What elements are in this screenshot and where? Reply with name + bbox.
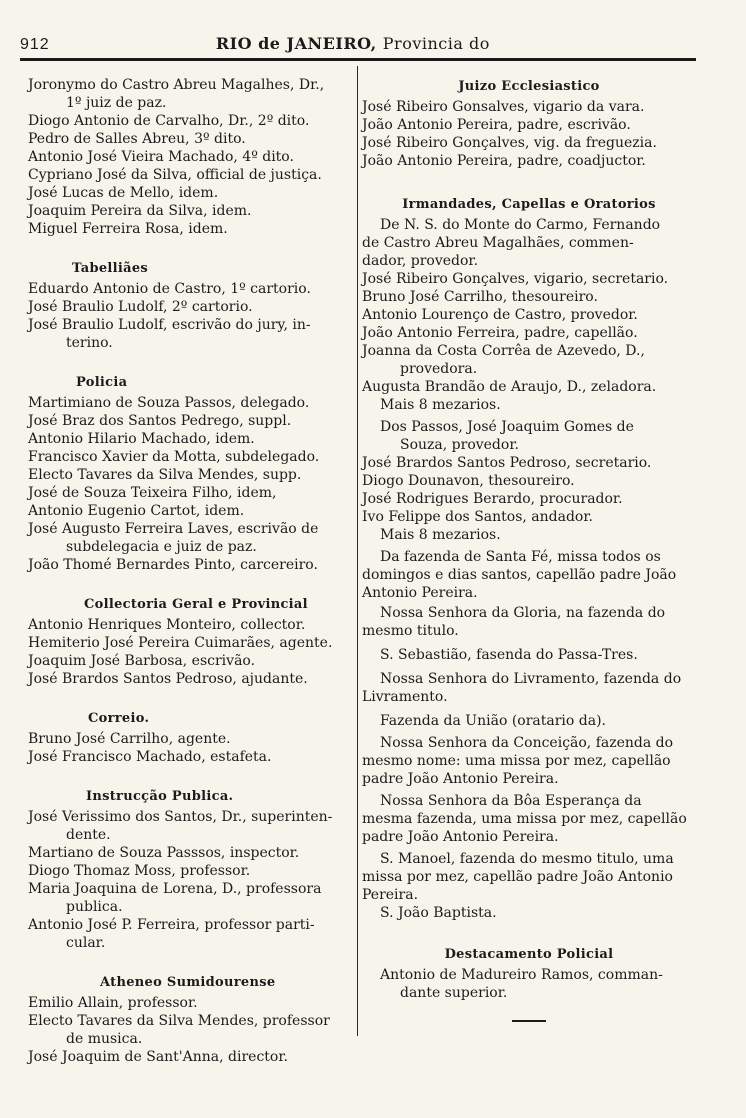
entry-line: José Braulio Ludolf, escrivão do jury, in- (28, 317, 311, 333)
entry-line: De N. S. do Monte do Carmo, Fernando (380, 217, 661, 233)
entry-line: João Antonio Pereira, padre, coadjuctor. (362, 153, 646, 169)
chapel-paragraph: Da fazenda de Santa Fé, missa todos os domingos e dias santos, capellão padre João Antonio Pereira. (362, 549, 677, 601)
section-heading-tabelliaes: Tabelliães (72, 261, 149, 276)
entry-line: dador, provedor. (362, 253, 479, 269)
entry-line: Pedro de Salles Abreu, 3º dito. (28, 131, 246, 147)
entry-line: Augusta Brandão de Araujo, D., zeladora. (362, 379, 657, 395)
entry-line: 1º juiz de paz. (66, 95, 167, 111)
entry-line: Bruno José Carrilho, agente. (28, 731, 231, 747)
chapel-paragraph: Nossa Senhora da Bôa Esperança da mesma fazenda, uma missa por mez, capellão padre João Antonio Pereira. (362, 793, 687, 845)
entry-line: dante superior. (400, 985, 508, 1001)
city-name: RIO de JANEIRO, (215, 34, 377, 53)
entry-line: Diogo Antonio de Carvalho, Dr., 2º dito. (28, 113, 310, 129)
section-heading-irmandades: Irmandades, Capellas e Oratorios (402, 197, 656, 212)
entry-line: José Lucas de Mello, idem. (28, 185, 219, 201)
entry-line: de musica. (66, 1031, 143, 1047)
entry-line: terino. (66, 335, 113, 351)
entry-line: Antonio José Vieira Machado, 4º dito. (28, 149, 294, 165)
entry-line: José Ribeiro Gonçalves, vigario, secretario. (362, 271, 669, 287)
chapel-paragraph: Nossa Senhora da Gloria, na fazenda do mesmo titulo. (362, 605, 666, 639)
entry-line: Souza, provedor. (400, 437, 519, 453)
section-end-rule (512, 1020, 546, 1022)
entry-line: Antonio José P. Ferreira, professor parti- (28, 917, 315, 933)
entry-line: Mais 8 mezarios. (380, 397, 501, 413)
entry-line: José de Souza Teixeira Filho, idem, (28, 485, 277, 501)
entry-line: Joaquim Pereira da Silva, idem. (28, 203, 252, 219)
chapel-paragraph: S. João Baptista. (380, 905, 497, 921)
section-heading-correio: Correio. (88, 711, 150, 726)
entry-line: José Brardos Santos Pedroso, ajudante. (28, 671, 308, 687)
entry-line: Ivo Felippe dos Santos, andador. (362, 509, 593, 525)
section-heading-collectoria: Collectoria Geral e Provincial (84, 597, 308, 612)
province-label: Provincia do (382, 34, 490, 53)
entry-line: Mais 8 mezarios. (380, 527, 501, 543)
section-heading-policia: Policia (76, 375, 128, 390)
page-header (20, 34, 696, 54)
entry-line: João Antonio Pereira, padre, escrivão. (362, 117, 631, 133)
entry-line: Francisco Xavier da Motta, subdelegado. (28, 449, 320, 465)
header-rule (20, 58, 696, 61)
entry-line: Electo Tavares da Silva Mendes, professor (28, 1013, 330, 1029)
entry-line: Maria Joaquina de Lorena, D., professora (28, 881, 322, 897)
chapel-paragraph: Nossa Senhora da Conceição, fazenda do mesmo nome: uma missa por mez, capellão padre João Antonio Pereira. (362, 735, 674, 787)
entry-line: José Augusto Ferreira Laves, escrivão de (28, 521, 319, 537)
entry-line: José Joaquim de Sant'Anna, director. (28, 1049, 288, 1065)
entry-line: Dos Passos, José Joaquim Gomes de (380, 419, 634, 435)
section-heading-instrucao: Instrucção Publica. (86, 789, 234, 804)
chapel-paragraph: Nossa Senhora do Livramento, fazenda do Livramento. (362, 671, 682, 705)
entry-line: Electo Tavares da Silva Mendes, supp. (28, 467, 302, 483)
entry-line: Bruno José Carrilho, thesoureiro. (362, 289, 598, 305)
entry-line: José Francisco Machado, estafeta. (28, 749, 272, 765)
entry-line: José Braulio Ludolf, 2º cartorio. (28, 299, 253, 315)
entry-line: José Ribeiro Gonçalves, vig. da freguezia. (362, 135, 657, 151)
left-column (28, 76, 354, 1066)
entry-line: João Antonio Ferreira, padre, capellão. (362, 325, 638, 341)
entry-line: Antonio Lourenço de Castro, provedor. (362, 307, 638, 323)
entry-line: Joronymo do Castro Abreu Magalhes, Dr., (28, 77, 325, 93)
entry-line: publica. (66, 899, 123, 915)
entry-line: José Brardos Santos Pedroso, secretario. (362, 455, 652, 471)
chapel-paragraph: S. Sebastião, fasenda do Passa-Tres. (380, 647, 638, 663)
chapel-paragraph: Fazenda da União (oratario da). (380, 713, 606, 729)
entry-line: José Verissimo dos Santos, Dr., superinten- (28, 809, 333, 825)
entry-line: Antonio de Madureiro Ramos, comman- (380, 967, 663, 983)
section-heading-juizo: Juizo Ecclesiastico (458, 79, 600, 94)
column-divider (357, 66, 358, 1036)
entry-line: Joanna da Costa Corrêa de Azevedo, D., (362, 343, 645, 359)
entry-line: Diogo Dounavon, thesoureiro. (362, 473, 575, 489)
entry-line: cular. (66, 935, 106, 951)
entry-line: Cypriano José da Silva, official de justiça. (28, 167, 322, 183)
entry-line: Antonio Henriques Monteiro, collector. (28, 617, 306, 633)
entry-line: subdelegacia e juiz de paz. (66, 539, 257, 555)
right-column (362, 76, 696, 1022)
entry-line: José Braz dos Santos Pedrego, suppl. (28, 413, 292, 429)
entry-line: de Castro Abreu Magalhães, commen- (362, 235, 634, 251)
chapel-paragraph: S. Manoel, fazenda do mesmo titulo, uma missa por mez, capellão padre João Antonio Pereira. (362, 851, 674, 903)
entry-line: Emilio Allain, professor. (28, 995, 198, 1011)
entry-line: João Thomé Bernardes Pinto, carcereiro. (28, 557, 318, 573)
entry-line: Martimiano de Souza Passos, delegado. (28, 395, 310, 411)
section-heading-atheneo: Atheneo Sumidourense (100, 975, 276, 990)
entry-line: Eduardo Antonio de Castro, 1º cartorio. (28, 281, 311, 297)
entry-line: Diogo Thomaz Moss, professor. (28, 863, 251, 879)
page-number: 912 (20, 36, 50, 53)
entry-line: Antonio Eugenio Cartot, idem. (28, 503, 245, 519)
section-heading-destacamento: Destacamento Policial (444, 947, 614, 962)
entry-line: Hemiterio José Pereira Cuimarães, agente. (28, 635, 333, 651)
entry-line: Antonio Hilario Machado, idem. (28, 431, 255, 447)
entry-line: Joaquim José Barbosa, escrivão. (28, 653, 256, 669)
entry-line: dente. (66, 827, 111, 843)
entry-line: José Rodrigues Berardo, procurador. (362, 491, 623, 507)
page-title (216, 34, 490, 53)
entry-line: provedora. (400, 361, 478, 377)
entry-line: Miguel Ferreira Rosa, idem. (28, 221, 228, 237)
entry-line: José Ribeiro Gonsalves, vigario da vara. (362, 99, 645, 115)
entry-line: Martiano de Souza Passsos, inspector. (28, 845, 300, 861)
